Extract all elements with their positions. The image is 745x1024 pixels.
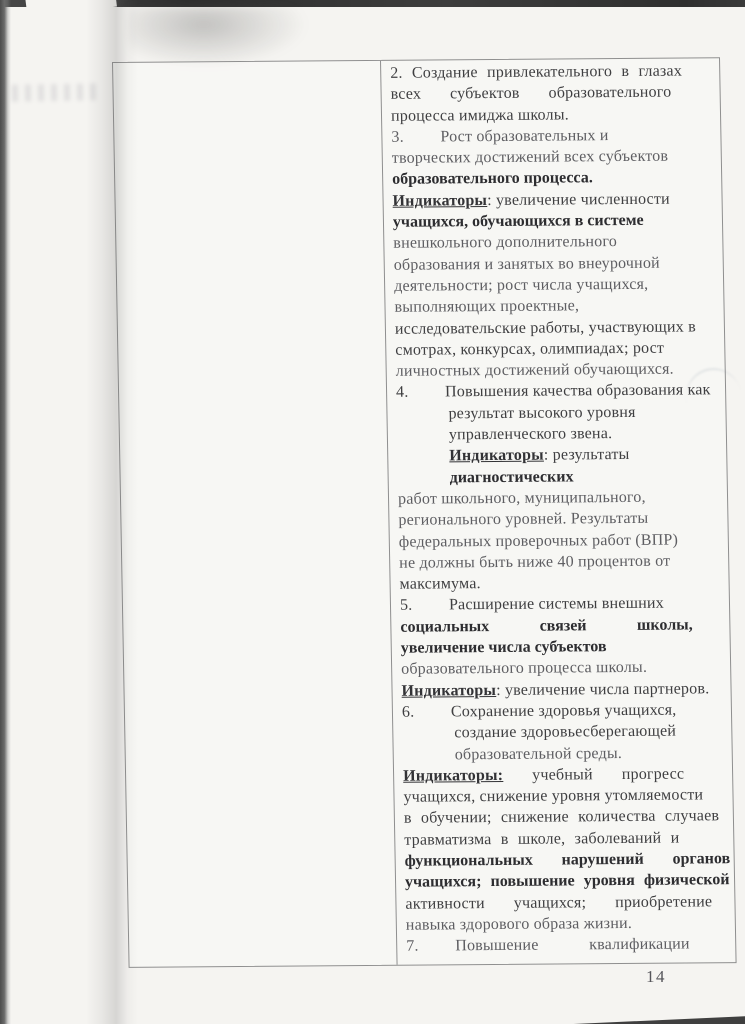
text-segment: 2. Создание привлекательного в глазах (390, 62, 683, 82)
text-segment: регионального уровней. Результаты (398, 510, 649, 529)
text-line (393, 231, 717, 255)
text-line (401, 678, 725, 702)
text-line (397, 444, 721, 468)
text-segment: учащихся; повышение уровня физической (404, 871, 730, 892)
text-segment: : результаты (543, 446, 630, 464)
text-line (403, 742, 727, 766)
text-segment: увеличение числа субъектов (400, 638, 607, 657)
text-line (392, 188, 716, 212)
text-line (406, 912, 730, 936)
text-segment: федеральных проверочных работ (ВПР) (398, 531, 679, 551)
indicator-label: Индикаторы: (402, 766, 504, 785)
text-line (405, 869, 729, 893)
text-segment: Расширение системы внешних (448, 595, 665, 614)
text-segment: максимума. (399, 575, 481, 593)
text-segment: управленческого звена. (448, 425, 613, 444)
text-segment: Повышения качества образования как (444, 381, 711, 401)
text-segment: Повышение квалификации (455, 935, 690, 955)
text-segment: навыка здорового образа жизни. (405, 914, 633, 934)
text-line (402, 720, 726, 744)
text-line (400, 614, 724, 638)
text-segment: исследовательские работы, участвующих в (394, 317, 697, 338)
text-line (391, 124, 715, 148)
text-line (404, 806, 728, 830)
text-line (396, 401, 720, 425)
text-line (392, 167, 716, 191)
text-line (396, 380, 720, 404)
text-line (397, 422, 721, 446)
text-line (397, 465, 721, 489)
text-line (390, 60, 714, 84)
text-segment: активности учащихся; приобретение (405, 892, 713, 913)
text-line (392, 145, 716, 169)
text-segment: образовательной среды. (454, 744, 623, 763)
text-segment: социальных связей школы, (400, 616, 693, 636)
list-number: 4. (395, 384, 409, 402)
text-segment: в обучении; снижение количества случаев (403, 807, 720, 828)
text-line (398, 486, 722, 510)
text-segment: выполняющих проектные, (394, 297, 580, 317)
text-segment: образовательного процесса. (392, 169, 593, 189)
scanner-edge-left (0, 0, 11, 1024)
text-line (399, 550, 723, 574)
table-left-column (113, 61, 398, 967)
text-segment: травматизма в школе, заболеваний и (404, 829, 680, 849)
text-line (399, 529, 723, 553)
text-segment: образования и занятых во внеурочной (393, 254, 660, 274)
text-line (406, 933, 730, 957)
text-segment: учебный прогресс (503, 765, 685, 784)
text-line (403, 763, 727, 787)
text-line (394, 295, 718, 319)
text-line (391, 103, 715, 127)
text-segment: результат высокого уровня (448, 403, 636, 423)
text-segment: образовательного процесса школы. (401, 659, 648, 679)
list-number: 3. (391, 128, 404, 146)
text-segment: Сохранение здоровья учащихся, (450, 701, 677, 721)
text-line (401, 635, 725, 659)
right-column-text (390, 60, 730, 957)
list-number: 7. (406, 937, 419, 955)
text-line (404, 848, 731, 872)
faint-ink-smudge (12, 83, 100, 102)
text-line (401, 657, 725, 681)
table-right-column (381, 58, 736, 965)
scanner-edge-bottom-right (545, 1016, 745, 1024)
text-segment: создание здоровьесберегающей (454, 722, 677, 742)
indicator-label: Индикаторы (449, 446, 544, 465)
text-line (394, 252, 718, 276)
text-line (394, 273, 718, 297)
indicator-label: Индикаторы (392, 191, 488, 210)
text-line (395, 316, 719, 340)
text-segment: Рост образовательных и (440, 126, 609, 146)
page-number: 14 (646, 967, 666, 986)
text-segment: : увеличение численности (486, 190, 671, 209)
text-line (405, 891, 729, 915)
text-line (402, 699, 726, 723)
text-segment: не должны быть ниже 40 процентов от (399, 552, 671, 572)
list-number: 6. (401, 703, 415, 721)
text-segment: учащихся, обучающихся в системе (392, 211, 644, 231)
text-segment: творческих достижений всех субъектов (391, 147, 669, 167)
text-line (404, 827, 728, 851)
text-segment: работ школьного, муниципального, (397, 488, 646, 508)
document-table (112, 57, 737, 968)
text-line (403, 784, 727, 808)
text-segment: учащихся, снижение уровня утомляемости (403, 786, 704, 806)
text-line (400, 593, 724, 617)
text-segment: всех субъектов образовательного (390, 83, 672, 104)
text-line (399, 571, 723, 595)
text-line (398, 507, 722, 531)
page-corner-wedge (25, 0, 117, 17)
text-segment: деятельности; рост числа учащихся, (393, 275, 649, 295)
text-line (390, 82, 714, 106)
text-segment: личностных достижений обучающихся. (395, 360, 674, 380)
text-segment: функциональных нарушений органов (404, 850, 731, 870)
text-segment: диагностических (449, 468, 574, 487)
text-line (396, 358, 720, 382)
indicator-label: Индикаторы (401, 681, 497, 700)
text-segment: смотрах, конкурсах, олимпиадах; рост (395, 339, 665, 359)
scan-shadow-blotch (128, 6, 308, 68)
text-line (393, 209, 717, 233)
text-segment: внешкольного дополнительного (393, 233, 618, 253)
text-segment: : увеличение числа партнеров. (495, 679, 710, 699)
text-segment: процесса имиджа школы. (390, 106, 570, 125)
text-line (395, 337, 719, 361)
list-number: 5. (399, 597, 413, 615)
